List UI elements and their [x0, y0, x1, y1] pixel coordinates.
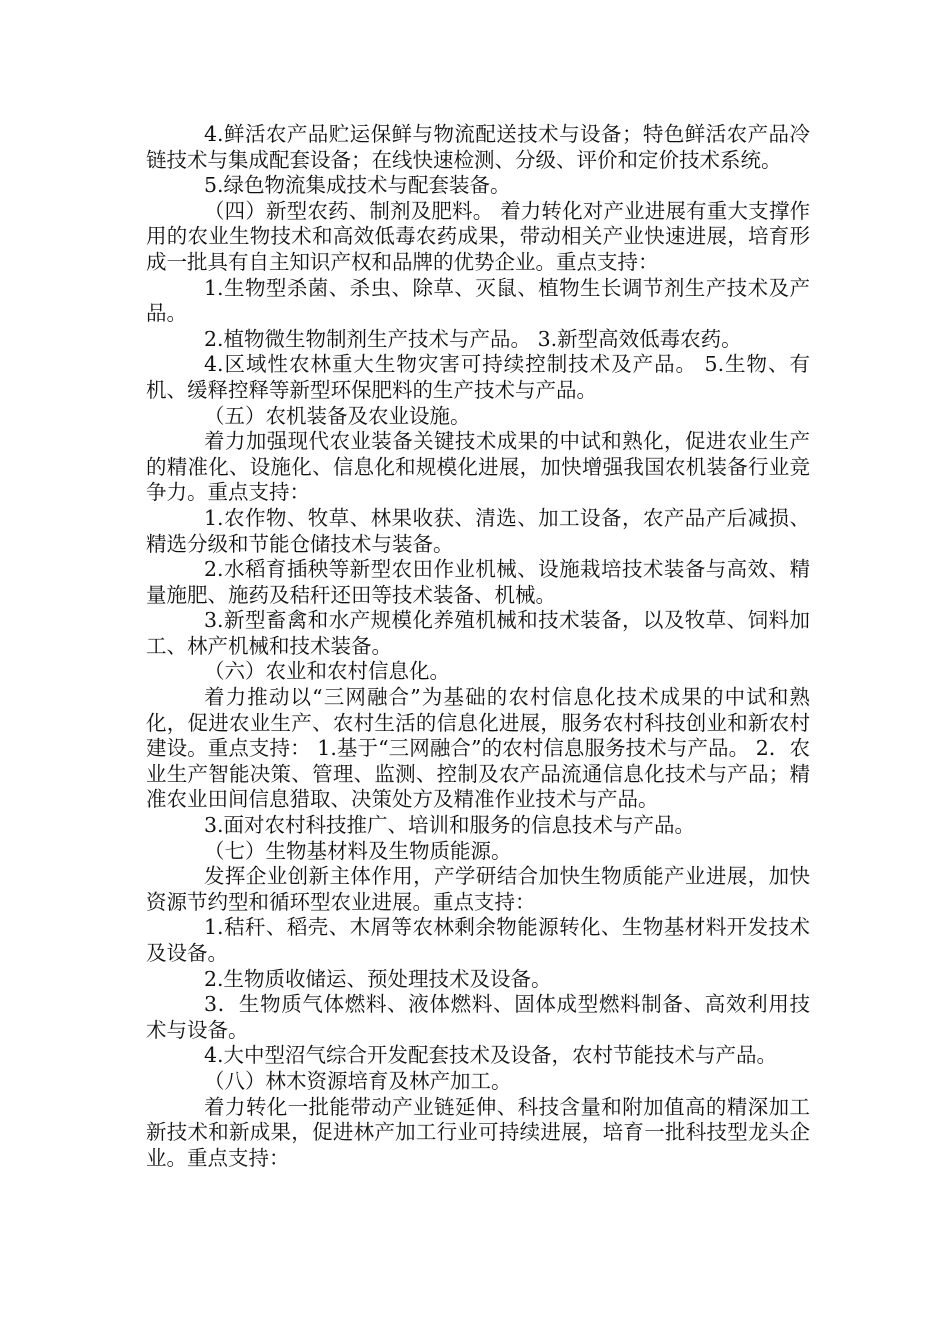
- section-heading: （六）农业和农村信息化。: [204, 659, 450, 684]
- document-body: [146, 122, 810, 1171]
- paragraph: 3.面对农村科技推广、培训和服务的信息技术与产品。: [204, 813, 696, 838]
- paragraph: 4.大中型沼气综合开发配套技术及设备，农村节能技术与产品。: [204, 1043, 778, 1068]
- paragraph: 1.农作物、牧草、林果收获、清选、加工设备，农产品产后减损、精选分级和节能仓储技术与装备。: [146, 505, 810, 556]
- paragraph: 1.秸秆、稻壳、木屑等农林剩余物能源转化、生物基材料开发技术及设备。: [146, 915, 810, 965]
- paragraph: 2.生物质收储运、预处理技术及设备。: [204, 966, 552, 991]
- section-heading: （七）生物基材料及生物质能源。: [204, 838, 512, 863]
- paragraph: 发挥企业创新主体作用，产学研结合加快生物质能产业进展，加快资源节约型和循环型农业进展。重点支持：: [146, 864, 810, 914]
- paragraph: 3.新型畜禽和水产规模化养殖机械和技术装备，以及牧草、饲料加工、林产机械和技术装备。: [146, 608, 810, 658]
- paragraph: 3．生物质气体燃料、液体燃料、固体成型燃料制备、高效利用技术与设备。: [146, 992, 810, 1042]
- paragraph: 4.鲜活农产品贮运保鲜与物流配送技术与设备；特色鲜活农产品冷链技术与集成配套设备；在线快速检测、分级、评价和定价技术系统。: [146, 122, 810, 172]
- paragraph: 5.绿色物流集成技术与配套装备。: [204, 173, 511, 198]
- section-heading: （五）农机装备及农业设施。: [204, 403, 471, 428]
- section-heading-paragraph: （四）新型农药、制剂及肥料。 着力转化对产业进展有重大支撑作用的农业生物技术和高效低毒农药成果，带动相关产业快速进展，培育形成一批具有自主知识产权和品牌的优势企业。重点支持：: [146, 198, 810, 274]
- paragraph: 1.生物型杀菌、杀虫、除草、灭鼠、植物生长调节剂生产技术及产品。: [146, 275, 810, 326]
- paragraph: 着力加强现代农业装备关键技术成果的中试和熟化，促进农业生产的精准化、设施化、信息化和规模化进展，加快增强我国农机装备行业竞争力。重点支持：: [146, 429, 810, 505]
- section-heading: （八）林木资源培育及林产加工。: [204, 1068, 512, 1093]
- paragraph: 4.区域性农林重大生物灾害可持续控制技术及产品。 5.生物、有机、缓释控释等新型环保肥料的生产技术与产品。: [146, 352, 810, 402]
- paragraph: 着力转化一批能带动产业链延伸、科技含量和附加值高的精深加工新技术和新成果，促进林产加工行业可持续进展，培育一批科技型龙头企业。重点支持：: [146, 1094, 810, 1170]
- paragraph: 2.水稻育插秧等新型农田作业机械、设施栽培技术装备与高效、精量施肥、施药及秸秆还田等技术装备、机械。: [146, 557, 810, 607]
- paragraph: 着力推动以“三网融合”为基础的农村信息化技术成果的中试和熟化，促进农业生产、农村生活的信息化进展，服务农村科技创业和新农村建设。重点支持： 1.基于“三网融合”的农村信息服务技术与产品。 2．农业生产智能决策、管理、监测、控制及农产品流通信息化技术与产品；精准农业田间信息猎取、决策处方及精准作业技术与产品。: [146, 685, 810, 812]
- paragraph: 2.植物微生物制剂生产技术与产品。 3.新型高效低毒农药。: [204, 326, 742, 351]
